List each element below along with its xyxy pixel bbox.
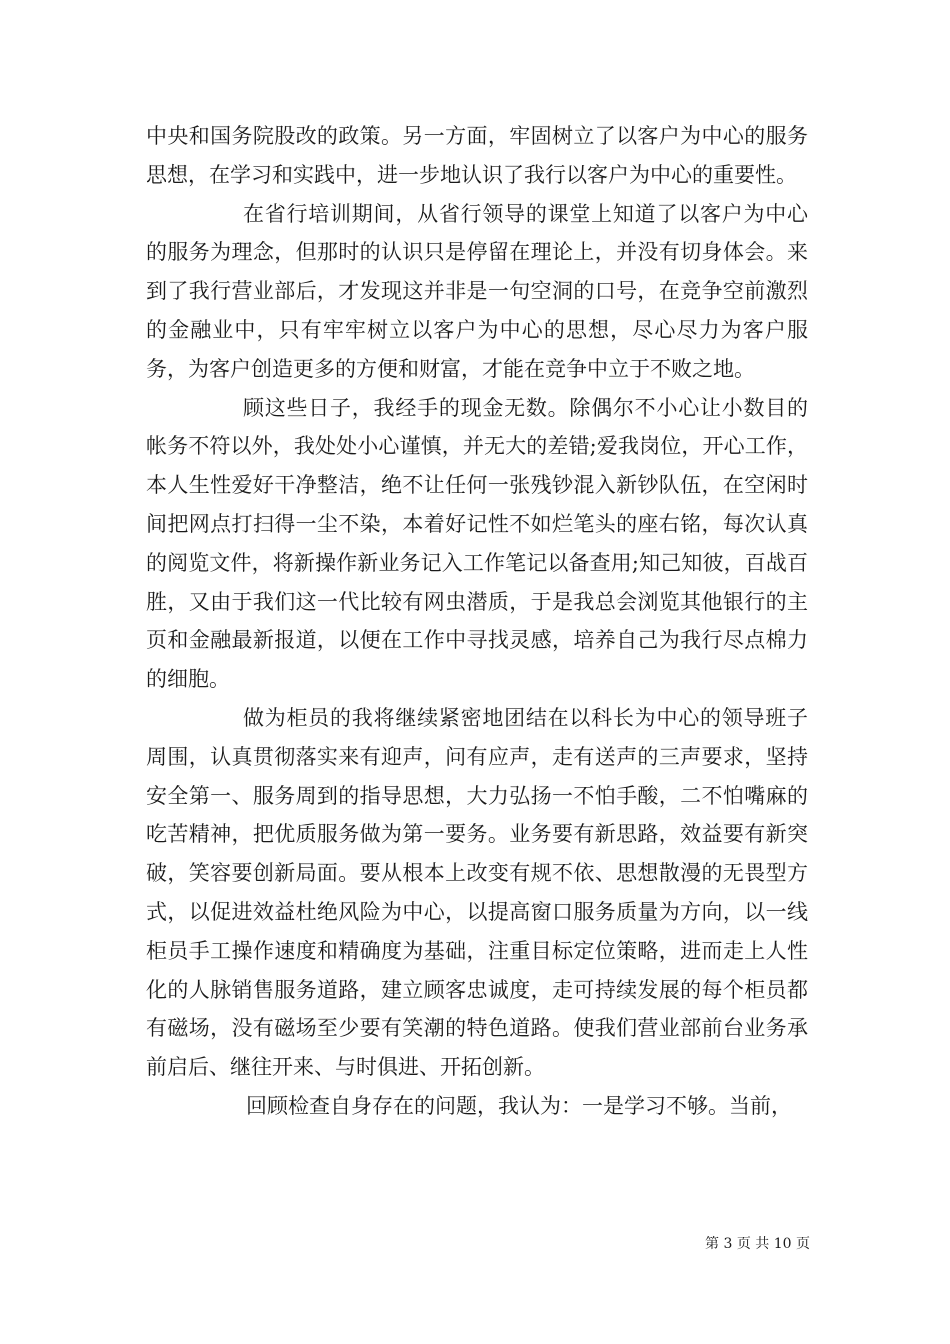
paragraph-teller-commitment: 做为柜员的我将继续紧密地团结在以科长为中心的领导班子周围，认真贯彻落实来有迎声，问有应声，走有送声的三声要求，坚持安全第一、服务周到的指导思想，大力弘扬一不怕手酸，二不怕嘴麻的吃苦精神，把优质服务做为第一要务。业务要有新思路，效益要有新突破，笑容要创新局面。要从根本上改变有规不依、思想散漫的无畏型方式，以促进效益杜绝风险为中心，以提高窗口服务质量为方向，以一线柜员手工操作速度和精确度为基础，注重目标定位策略，进而走上人性化的人脉销售服务道路，建立顾客忠诚度，走可持续发展的每个柜员都有磁场，没有磁场至少要有笑潮的特色道路。使我们营业部前台业务承前启后、继往开来、与时俱进、开拓创新。 bbox=[146, 705, 808, 1080]
paragraph-cash-handling: 顾这些日子，我经手的现金无数。除偶尔不小心让小数目的帐务不符以外，我处处小心谨慎，并无大的差错;爱我岗位，开心工作，本人生性爱好干净整洁，绝不让任何一张残钞混入新钞队伍，在空闲时间把网点打扫得一尘不染，本着好记性不如烂笔头的座右铭，每次认真的阅览文件，将新操作新业务记入工作笔记以备查用;知己知彼，百战百胜，又由于我们这一代比较有网虫潜质，于是我总会浏览其他银行的主页和金融最新报道，以便在工作中寻找灵感，培养自己为我行尽点棉力的细胞。 bbox=[146, 395, 808, 692]
paragraph-continuation: 中央和国务院股改的政策。另一方面，牢固树立了以客户为中心的服务思想，在学习和实践中，进一步地认识了我行以客户为中心的重要性。 bbox=[146, 124, 808, 187]
document-body bbox=[146, 117, 808, 1126]
page-number-footer: 第 3 页 共 10 页 bbox=[705, 1236, 810, 1252]
paragraph-training: 在省行培训期间，从省行领导的课堂上知道了以客户为中心的服务为理念，但那时的认识只是停留在理论上，并没有切身体会。来到了我行营业部后，才发现这并非是一句空洞的口号，在竞争空前激烈的金融业中，只有牢牢树立以客户为中心的思想，尽心尽力为客户服务，为客户创造更多的方便和财富，才能在竞争中立于不败之地。 bbox=[146, 201, 808, 381]
paragraph-self-review: 回顾检查自身存在的问题，我认为：一是学习不够。当前， bbox=[246, 1093, 792, 1118]
